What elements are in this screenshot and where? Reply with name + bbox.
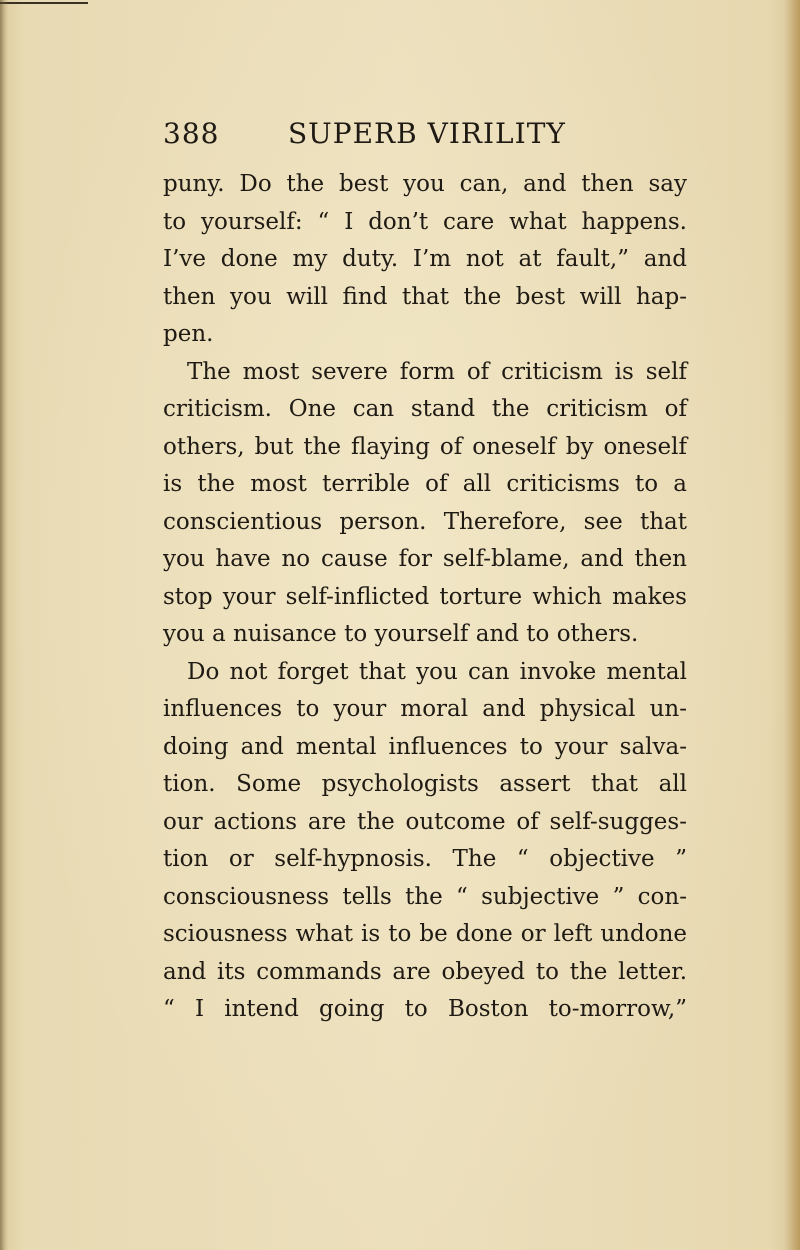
page-edge (784, 0, 800, 1250)
text-line: influences to your moral and physical un- (163, 696, 687, 722)
text-line: our actions are the outcome of self-sugges- (163, 808, 687, 835)
page-number: 388 (163, 117, 220, 150)
text-line: stop your self-inflicted torture which makes (163, 583, 687, 610)
binding-edge (0, 0, 8, 1250)
text-line: you have no cause for self-blame, and then (163, 546, 687, 572)
text-line: sciousness what is to be done or left undone (163, 921, 687, 947)
text-line: you a nuisance to yourself and to others. (163, 621, 639, 647)
text-line: then you will find that the best will hap- (163, 283, 687, 310)
text-line: to yourself: “ I don’t care what happens. (163, 208, 687, 235)
text-line: puny. Do the best you can, and then say (163, 171, 687, 197)
text-line: I’ve done my duty. I’m not at fault,” and (163, 246, 687, 272)
text-line: doing and mental influences to your salva- (163, 733, 687, 760)
text-line: tion. Some psychologists assert that all (163, 771, 687, 797)
corner-rule (0, 2, 88, 4)
running-head (163, 117, 723, 151)
text-line: “ I intend going to Boston to-morrow,” (163, 996, 687, 1022)
text-line: is the most terrible of all criticisms to a (163, 471, 687, 497)
text-line: conscientious person. Therefore, see that (163, 508, 687, 535)
body-text (163, 166, 687, 1029)
text-line: others, but the flaying of oneself by oneself (163, 433, 687, 460)
text-line: tion or self-hypnosis. The “ objective ” (163, 846, 687, 872)
text-line: and its commands are obeyed to the letter. (163, 958, 687, 985)
text-line: consciousness tells the “ subjective ” con- (163, 883, 687, 910)
running-title: SUPERB VIRILITY (288, 117, 566, 150)
paragraph-first-line: The most severe form of criticism is self (187, 358, 687, 385)
text-line: criticism. One can stand the criticism of (163, 396, 687, 422)
text-line: pen. (163, 321, 214, 347)
paragraph-first-line: Do not forget that you can invoke mental (187, 658, 687, 685)
